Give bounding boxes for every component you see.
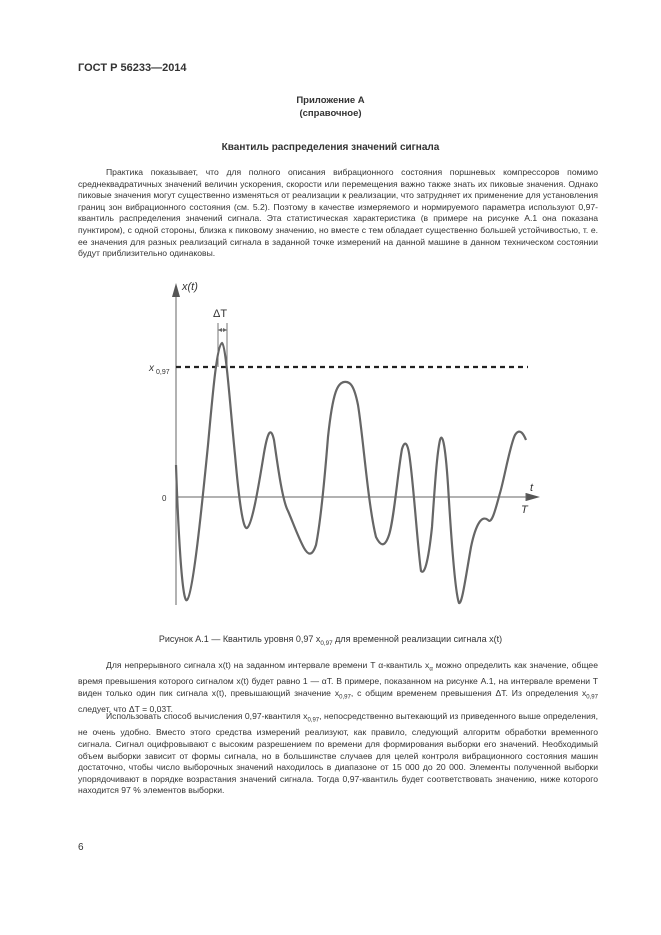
delta-arrow-left	[218, 328, 222, 332]
section-title: Квантиль распределения значений сигнала	[221, 142, 440, 153]
page-number: 6	[78, 842, 84, 853]
y-axis-label: x(t)	[182, 281, 198, 293]
figure-caption	[0, 634, 661, 647]
interval-label: T	[521, 504, 528, 516]
paragraph-definition-a-sub: α	[429, 666, 433, 673]
paragraph-method-a: Использовать способ вычисления 0,97-квантиля x	[106, 711, 308, 721]
figure-a1	[140, 275, 540, 625]
caption-suffix: для временной реализации сигнала x(t)	[332, 634, 503, 644]
paragraph-definition-b: можно определить как значение, общее время превышения которого сигналом x(t) будет равно 1 — αT. В примере, показанном на рисунке А.1, на интервале времени T виден только один пик сигнала x(t), превышающий значение x	[78, 660, 598, 698]
annex-title: Приложение А	[296, 95, 365, 106]
paragraph-definition-a: Для непрерывного сигнала x(t) на заданном интервале времени T α-квантиль x	[106, 660, 430, 670]
paragraph-method-b: , непосредственно вытекающий из приведенного выше определения, не очень удобно. Вместо этого средства измерений реализуют, как правило, следующий алгоритм обработки временного сигнала. Сигнал оцифровывают с высоким разрешением по времени для формирования выборки его значений. Необходимый объем выборки зависит от формы сигнала, но в большинстве случаев для целей контроля вибрационного состояния машин достаточно, чтобы число выборочных значений находилось в диапазоне от 15 000 до 20 000. Элементы полученной выборки упорядочивают в порядке возрастания значений сигнала. Тогда 0,97-квантиль будет соответствовать значению, ниже которого находится 97 % элементов выборки.	[78, 711, 598, 796]
document-header: ГОСТ Р 56233—2014	[78, 62, 187, 74]
zero-label: 0	[162, 494, 167, 503]
paragraph-definition-c: , с общим временем превышения ΔT. Из определения x	[350, 687, 587, 698]
paragraph-intro-text: Практика показывает, что для полного описания вибрационного состояния поршневых компрессоров помимо среднеквадратичных значений величин ускорения, скорости или перемещения важно также знать их пиковые значения. Однако пиковые значения могут существенно изменяться от реализации к реализации, что затрудняет их применение для установления границ зон вибрационного состояния (см. 5.2). Поэтому в качестве измеряемого и нормируемого параметра используют 0,97-квантиль распределения значений сигнала. Эта статистическая характеристика (в примере на рисунке А.1 она показана пунктиром), с одной стороны, близка к пиковому значению, но вместе с тем обладает существенно большей устойчивостью, т. е. ее значения для разных реализаций сигнала в заданной точке измерений на данной машине в данном техническом состоянии будут приблизительно одинаковы.	[78, 167, 598, 259]
signal-curve	[176, 343, 526, 603]
quantile-label-sub: 0,97	[156, 369, 170, 376]
paragraph-definition-d: следует, что ΔT = 0,03T.	[78, 704, 173, 715]
paragraph-method-a-sub: 0,97	[307, 717, 320, 724]
quantile-label: x	[149, 363, 154, 374]
caption-prefix: Рисунок А.1 — Квантиль уровня 0,97 x	[158, 634, 321, 644]
paragraph-definition-c-sub: 0,97	[586, 694, 598, 701]
paragraph-intro	[78, 167, 598, 260]
y-axis-arrow	[172, 283, 180, 297]
x-axis-arrow	[526, 493, 540, 501]
paragraph-definition-b-sub: 0,97	[339, 694, 351, 701]
annex-type: (справочное)	[299, 108, 362, 119]
delta-arrow-right	[223, 328, 227, 332]
signal-figure-svg	[140, 275, 540, 620]
delta-t-label: ΔT	[213, 308, 228, 320]
caption-sub: 0,97	[320, 639, 333, 647]
x-axis-label: t	[530, 482, 534, 494]
paragraph-definition	[78, 660, 598, 716]
paragraph-method	[78, 711, 598, 797]
